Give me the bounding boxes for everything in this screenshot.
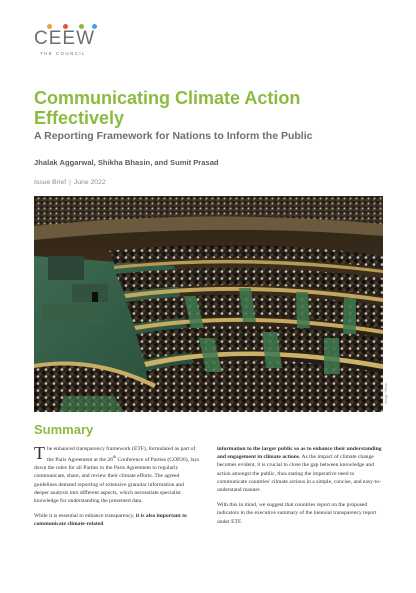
summary-heading: Summary xyxy=(34,422,94,437)
summary-text: he enhanced transparency framework (ETF), formulated as part of the Paris Agreement at the 26 xyxy=(47,446,196,464)
summary-paragraph: With this in mind, we suggest that countries report on the proposed indicators in the executive summary of the biennial transparency report under ETF. xyxy=(217,502,377,525)
summary-paragraph xyxy=(217,445,383,494)
publication-date: June 2022 xyxy=(73,179,106,186)
meta-separator: | xyxy=(69,179,71,186)
drop-cap: T xyxy=(34,443,45,463)
document-subtitle: A Reporting Framework for Nations to Inform the Public xyxy=(34,130,313,142)
publication-type: Issue Brief xyxy=(34,179,67,186)
ceew-logo xyxy=(34,24,104,58)
photo-credit: Image: iStock xyxy=(384,382,388,404)
summary-paragraph xyxy=(34,445,200,505)
summary-text: Conference of Parties (COP26), lays down the rules for all Parties to the Paris Agreement to regularly communicate, share, and review their climate efforts. The agreed guidelines demand reporting of extensive granular information and deeper analysis into different aspects, which necessitate specialist knowledge for understanding the presented data. xyxy=(34,457,200,505)
logo-text: CEEW xyxy=(34,28,95,49)
document-title: Communicating Climate Action Effectively xyxy=(34,88,301,128)
summary-paragraph xyxy=(34,512,200,528)
summary-text: . As the impact of climate change becomes evident, it is crucial to close the gap between knowledge and action amongst the public, thus stating the imperative need to communicate countries' climate actions in a simple, concise, and easy-to-understand manner. xyxy=(217,454,381,494)
summary-column-right xyxy=(217,445,383,533)
logo-subtext: THE COUNCIL xyxy=(40,51,86,56)
assembly-hall-illustration xyxy=(34,196,383,412)
superscript: th xyxy=(113,454,117,460)
authors: Jhalak Aggarwal, Shikha Bhasin, and Sumit Prasad xyxy=(34,158,219,167)
summary-emphasis: information to the larger public so as to enhance their understanding and engagement in climate actions xyxy=(217,446,382,461)
assembly-hall-photo xyxy=(34,196,383,412)
summary-text: While it is essential to enhance transparency, xyxy=(34,513,136,520)
publication-meta xyxy=(34,178,106,187)
summary-emphasis: it is also important to communicate climate-related xyxy=(34,513,187,528)
summary-column-left xyxy=(34,445,200,536)
